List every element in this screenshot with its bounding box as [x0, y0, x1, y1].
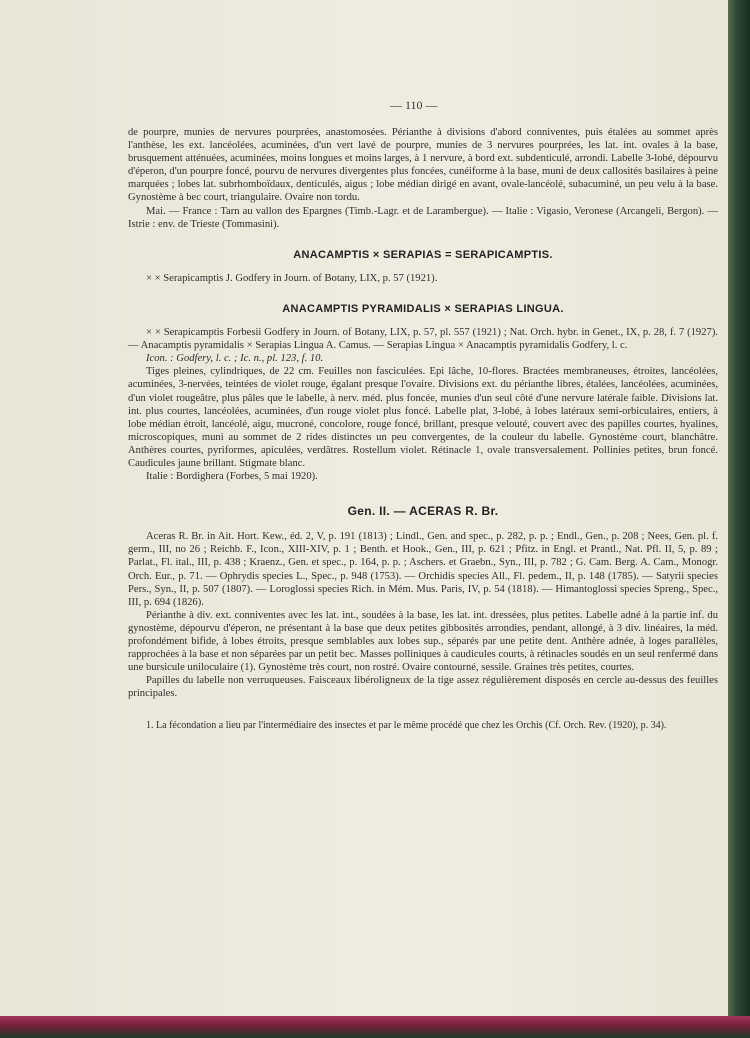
book-binding-edge — [728, 0, 750, 1038]
aceras-synonymy: Aceras R. Br. in Ait. Hort. Kew., éd. 2, V, p. 191 (1813) ; Lindl., Gen. and spec., p. 282, p. p. ; Endl., Gen., p. 208 ; Nees, Gen. pl. f. germ., III, no 26 ; Reichb. F., Icon., XIII-XIV, p. 1 ; Benth. et Hook., Gen., III, p. 621 ; Pfitz. in Engl. et Prantl., Nat. Pfl. II, 5, p. 89 ; Parlat., Fl. ital., III, p. 438 ; Kraenz., Gen. et spec., p. 164, p. p. ; Aschers. et Graebn., Syn., III, p. 782 ; G. Cam. Berg. A. Cam., Monogr. Orch. Eur., p. 71. — Ophrydis species L., Spec., p. 948 (1753). — Orchidis species All., Fl. pedem., II, p. 148 (1785). — Satyrii species Pers., Syn., II, p. 507 (1807). — Loroglossi species Rich. in Mém. Mus. Paris, IV, p. 54 (1818). — Himantoglossi species Spreng., Spec., III, p. 694 (1826). — [128, 531, 718, 608]
book-cover-edge — [0, 1016, 750, 1038]
genus-heading-aceras: Gen. II. — ACERAS R. Br. — [347, 504, 499, 519]
section-heading-serapicamptis: ANACAMPTIS × SERAPIAS = SERAPICAMPTIS. — [293, 248, 553, 261]
hybrid-locality: Italie : Bordighera (Forbes, 5 mai 1920). — [146, 471, 318, 483]
section-heading-hybrid: ANACAMPTIS PYRAMIDALIS × SERAPIAS LINGUA. — [282, 302, 564, 315]
distribution-paragraph: Mai. — France : Tarn au vallon des Epargnes (Timb.-Lagr. et de Larambergue). — Italie : Vigasio, Veronese (Arcangeli, Bergon). — Istrie : env. de Trieste (Tommasini). — [128, 205, 718, 230]
hybrid-description: Tiges pleines, cylindriques, de 22 cm. Feuilles non fasciculées. Epi lâche, 10-flores. Bractées membraneuses, étroites, lancéolées, acuminées, 3-nervées, teintées de violet rouge, égalant presque l'ovaire. Divisions ext. du périanthe libres, étalées, lancéolées, acuminées, d'un violet rougeâtre, plus pâles que le labelle, à nerv. méd. plus foncée, munies d'un seul côté d'une nervure latérale faible. Divisions lat. int. plus courtes, lancéolées, acuminées, d'un rouge violet plus foncé. Labelle plat, 3-lobé, à lobes latéraux semi-orbiculaires, entiers, à lobe médian étroit, lancéolé, aigu, mucroné, concolore, rouge foncé, brillant, presque velouté, couvert avec des papilles courtes, hyalines, microscopiques, muni au sommet de 2 rides distinctes un peu convergentes, de la couleur du labelle. Gynostème court, blanchâtre. Anthères courtes, pyriformes, apiculées, verdâtres. Rostellum violet. Rétinacle 1, ovale transversalement. Pollinies petites, brun foncé. Caudicules jaune brillant. Stigmate blanc. — [128, 366, 718, 469]
serapicamptis-citation: × × Serapicamptis J. Godfery in Journ. of Botany, LIX, p. 57 (1921). — [146, 272, 438, 284]
hybrid-citation: × × Serapicamptis Forbesii Godfery in Journ. of Botany, LIX, p. 57, pl. 557 (1921) ; Nat. Orch. hybr. in Genet., IX, p. 28, f. 7 (1927). — Anacamptis pyramidalis × Serapias Lingua A. Camus. — Serapias Lingua × Anacamptis pyramidalis Godfery, l. c. — [128, 327, 718, 352]
page-number: — 110 — — [390, 98, 438, 112]
aceras-anatomy: Papilles du labelle non verruqueuses. Faisceaux libéroligneux de la tige assez régulièrement disposés en cercle au-dessus des feuilles principales. — [128, 675, 718, 700]
page-body — [128, 96, 718, 732]
description-continued: de pourpre, munies de nervures pourprées, anastomosées. Périanthe à divisions d'abord conniventes, puis étalées au sommet après l'anthèse, les ext. lancéolées, acuminées, d'un vert lavé de pourpre, munies de 3 nervures pourprées, les lat. int. ovales à la base, brusquement atténuées, acuminées, moins longues et moins larges, à 1 nervure, à bord ext. subdenticulé, arrondi. Labelle 3-lobé, dépourvu d'éperon, d'un pourpre foncé, pourvu de nervures divergentes plus foncées, cunéiforme à la base, muni de deux callosités basilaires à peine marquées ; lobes lat. subrhomboïdaux, denticulés, aigus ; lobe médian dirigé en avant, ovale-lancéolé, subacuminé, un peu velu à la base. Gynostème à bec court, triangulaire. Ovaire non tordu. — [128, 127, 718, 204]
aceras-description: Périanthe à div. ext. conniventes avec les lat. int., soudées à la base, les lat. int. dressées, plus petites. Labelle adné à la partie inf. du gynostème, dépourvu d'éperon, ne présentant à la base que deux petites gibbosités arrondies, pendant, allongé, à 3 div. linéaires, la méd. profondément bifide, à lobes étroits, presque semblables aux lobes sup., séparés par une petite dent. Anthère adnée, à loges parallèles, rapprochées à la base et non séparées par un petit bec. Masses polliniques à caudicules courts, à rétinacles soudés en un seul renfermé dans une bursicule uniloculaire (1). Gynostème très court, non rostré. Ovaire contourné, sessile. Graines très petites, courtes. — [128, 609, 718, 674]
hybrid-icon-reference: Icon. : Godfery, l. c. ; Ic. n., pl. 123, f. 10. — [146, 353, 324, 365]
footnote: 1. La fécondation a lieu par l'intermédiaire des insectes et par le même procédé que chez les Orchis (Cf. Orch. Rev. (1920), p. 34). — [146, 720, 667, 732]
